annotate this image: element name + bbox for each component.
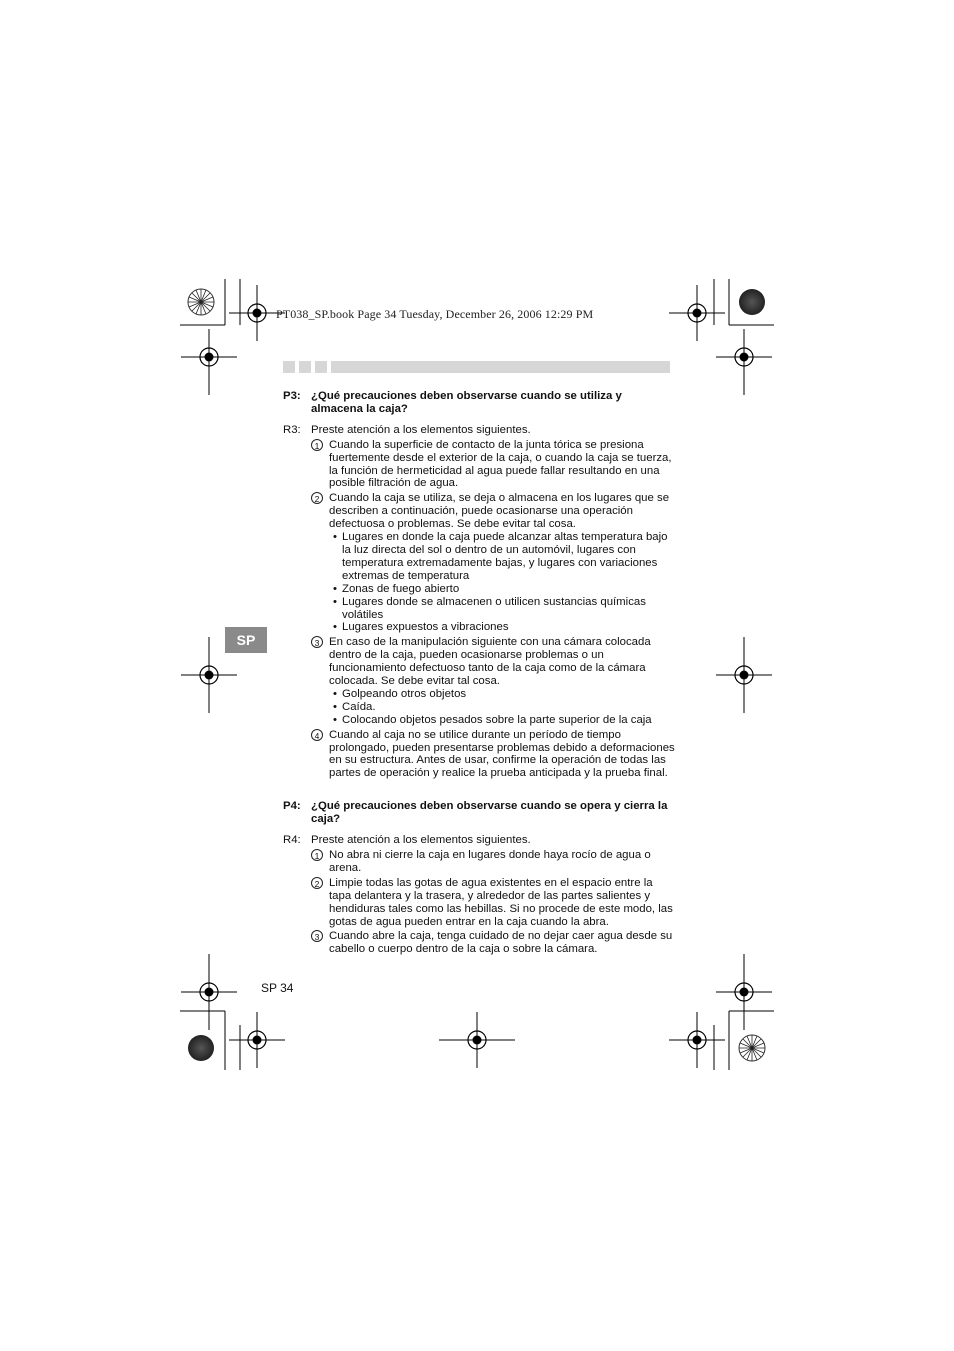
- answer: [283, 424, 675, 437]
- question: [283, 390, 675, 416]
- bullet-text: Lugares donde se almacenen o utilicen sustancias químicas volátiles: [342, 595, 646, 621]
- page-number: SP 34: [261, 981, 294, 995]
- book-header: PT038_SP.book Page 34 Tuesday, December 26, 2006 12:29 PM: [276, 307, 594, 321]
- bullet-text: Zonas de fuego abierto: [342, 582, 460, 595]
- item-text: En caso de la manipulación siguiente con una cámara colocada dentro de la caja, pueden ocasionarse problemas o un funcionamiento defectuoso tanto de la caja como de la cámara colocada. Se debe evitar tal cosa.: [329, 636, 651, 688]
- circled-number: 1: [311, 439, 323, 451]
- circled-number: 4: [311, 729, 323, 741]
- bullet-icon: •: [333, 595, 337, 608]
- item-text: Cuando la caja se utiliza, se deja o almacena en los lugares que se describen a continuación, puede ocasionarse una operación defectuosa o problemas. Se debe evitar tal cosa.: [329, 492, 670, 531]
- bullet-text: Lugares expuestos a vibraciones: [342, 621, 509, 634]
- numbered-item: [311, 877, 675, 929]
- header-square: [283, 361, 295, 373]
- header-square: [315, 361, 327, 373]
- item-text: No abra ni cierre la caja en lugares donde haya rocío de agua o arena.: [329, 849, 651, 874]
- bullet-icon: •: [333, 531, 337, 544]
- bullet-text: Golpeando otros objetos: [342, 687, 467, 700]
- question: [283, 800, 675, 826]
- item-text: Limpie todas las gotas de agua existentes en el espacio entre la tapa delantera y la trasera, y alrededor de las partes salientes y hendiduras tales como las hebillas. Si no procede de este modo, las gotas de agua pueden entrar en la caja cuando la abra.: [329, 876, 673, 928]
- numbered-item: [311, 636, 675, 726]
- list-item: [333, 583, 675, 596]
- circled-number: 3: [311, 636, 323, 648]
- circled-number: 2: [311, 877, 323, 889]
- question-text: ¿Qué precauciones deben observarse cuando se opera y cierra la caja?: [311, 800, 668, 826]
- list-item: [333, 688, 675, 701]
- answer-intro: Preste atención a los elementos siguientes.: [311, 423, 531, 436]
- faq-content: [283, 390, 675, 956]
- answer: [283, 834, 675, 847]
- bullet-text: Colocando objetos pesados sobre la parte superior de la caja: [342, 713, 652, 726]
- bullet-icon: •: [333, 700, 337, 713]
- numbered-item: [311, 729, 675, 781]
- numbered-item: [311, 849, 675, 875]
- question-label: P3:: [283, 390, 301, 402]
- item-text: Cuando la superficie de contacto de la junta tórica se presiona fuertemente desde el exterior de la caja, o cuando la caja se tuerza, la función de hermeticidad al agua puede fallar resultando en una posible filtración de agua.: [329, 438, 672, 490]
- bullet-list: [329, 688, 675, 727]
- bullet-text: Lugares en donde la caja puede alcanzar altas temperatura bajo la luz directa del sol o dentro de un automóvil, lugares con temperatura extremadamente bajas, y lugares con variaciones extremas de temperatura: [342, 531, 668, 582]
- list-item: [333, 714, 675, 727]
- numbered-item: [311, 492, 675, 634]
- item-text: Cuando al caja no se utilice durante un período de tiempo prolongado, pueden presentarse problemas debido a deformaciones en su estructura. Antes de usar, confirme la operación de todas las partes de operación y realice la prueba anticipada y la prueba final.: [329, 728, 675, 780]
- numbered-item: [311, 439, 675, 491]
- list-item: [333, 531, 675, 583]
- bullet-icon: •: [333, 687, 337, 700]
- circled-number: 3: [311, 930, 323, 942]
- answer-label: R3:: [283, 423, 301, 436]
- bullet-icon: •: [333, 621, 337, 634]
- header-rule: [331, 361, 670, 373]
- list-item: [333, 596, 675, 622]
- bullet-list: [329, 531, 675, 634]
- bullet-text: Caída.: [342, 700, 376, 713]
- numbered-item: [311, 930, 675, 956]
- circled-number: 2: [311, 492, 323, 504]
- question-label: P4:: [283, 800, 301, 813]
- question-text: ¿Qué precauciones deben observarse cuando se utiliza y almacena la caja?: [311, 390, 622, 415]
- bullet-icon: •: [333, 713, 337, 726]
- bullet-icon: •: [333, 582, 337, 595]
- answer-label: R4:: [283, 834, 301, 847]
- language-tab: SP: [225, 627, 267, 653]
- item-text: Cuando abre la caja, tenga cuidado de no dejar caer agua desde su cabello o cuerpo dentro de la caja o sobre la cámara.: [329, 930, 673, 956]
- circled-number: 1: [311, 849, 323, 861]
- list-item: [333, 621, 675, 634]
- answer-intro: Preste atención a los elementos siguientes.: [311, 834, 531, 847]
- header-square: [299, 361, 311, 373]
- list-item: [333, 701, 675, 714]
- star-target-top-left: [188, 289, 214, 315]
